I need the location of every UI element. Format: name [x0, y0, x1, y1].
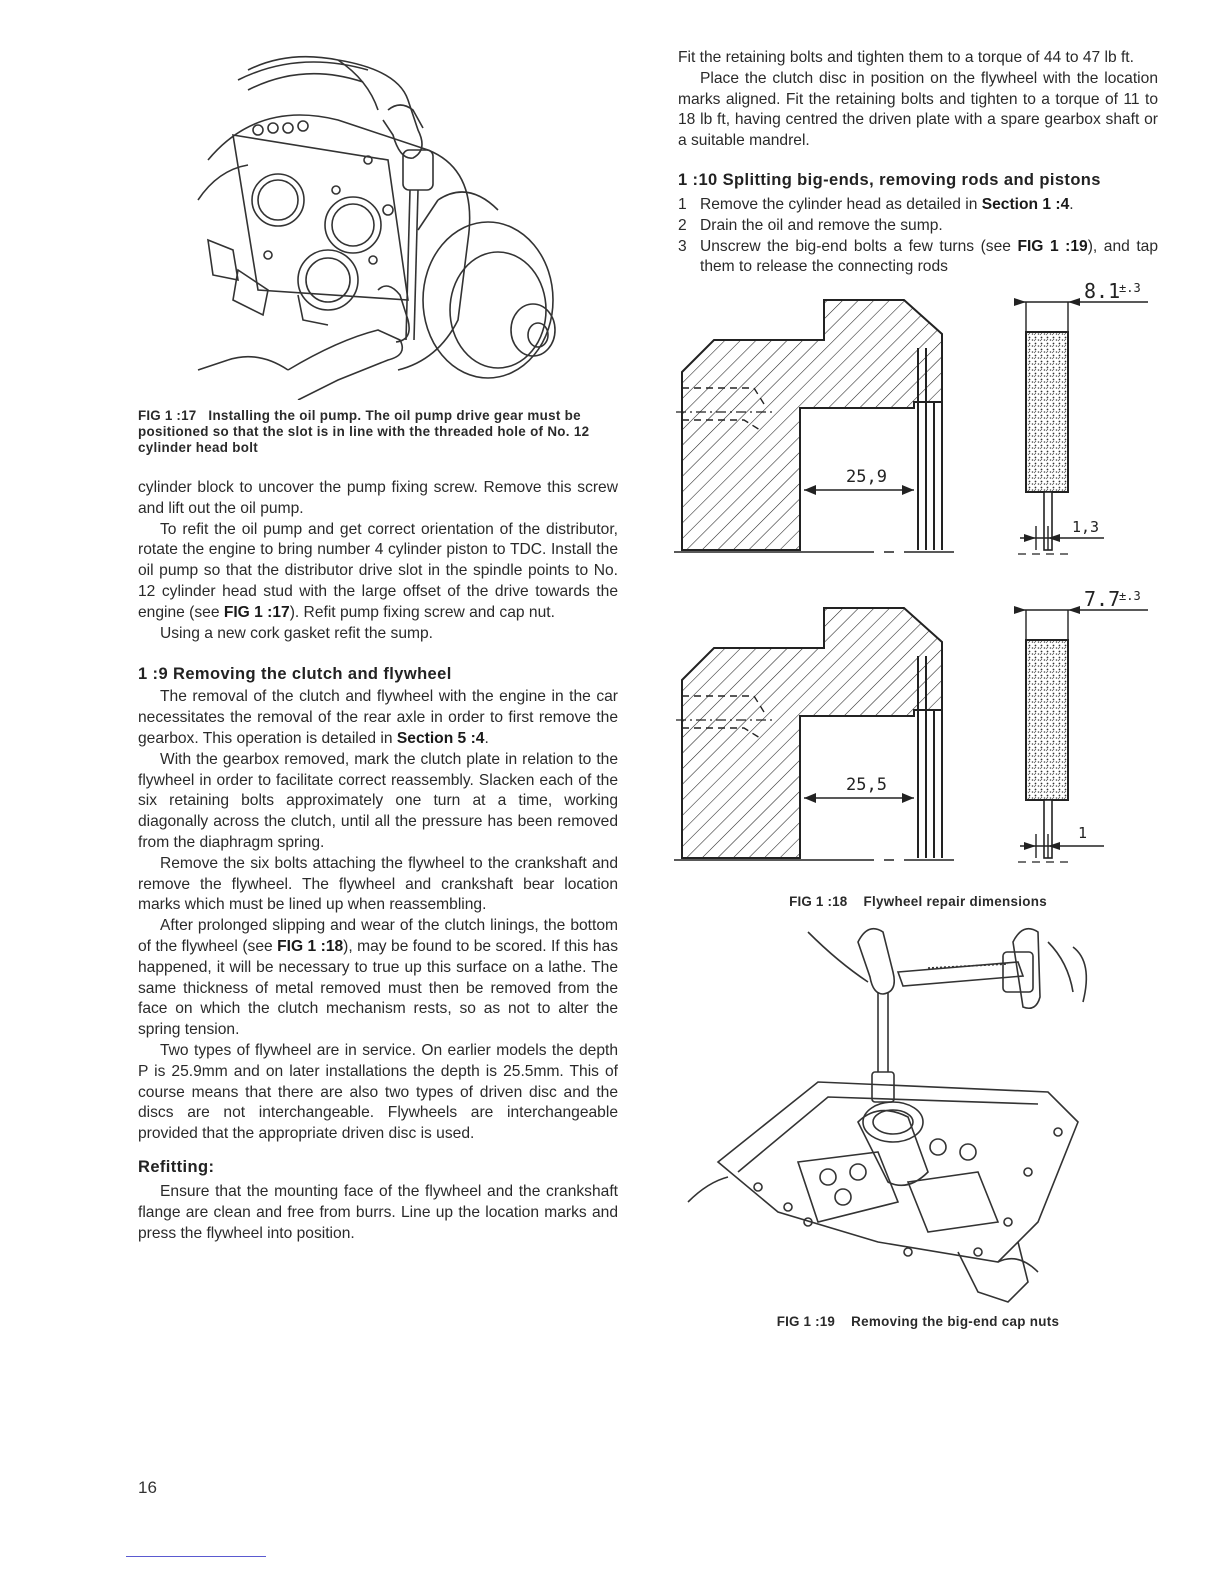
fig19-big-end-illustration	[678, 922, 1158, 1312]
left-paragraph-5: With the gearbox removed, mark the clutch plate in relation to the flywheel in order to facilitate correct reassembly. Slacken each of the six retaining bolts approximately one turn at a time, working diagonally across the clutch, until all the pressure has been removed from the diaphragm spring.	[138, 750, 618, 851]
left-paragraph-7: After prolonged slipping and wear of the clutch linings, the bottom of the flywheel (see FIG 1 :18), may be found to be scored. If this has happened, it will be necessary to true up this surface on a lathe. The same thickness of metal removed must then be removed from the face on which the clutch mechanism rests, so as not to alter the spring tension.	[138, 917, 618, 1039]
step-item-2: 2 Drain the oil and remove the sump.	[678, 216, 943, 234]
right-paragraph-2: Place the clutch disc in position on the flywheel with the location marks aligned. Fit the retaining bolts and tighten to a torque of 11 to 18 lb ft, having centred the driven plate with a spare gearbox shaft or a suitable mandrel.	[678, 69, 1158, 150]
fig19-reference: FIG 1 :19	[1017, 237, 1088, 255]
fig19-caption-text: Removing the big-end cap nuts	[851, 1314, 1060, 1330]
right-paragraph-1: Fit the retaining bolts and tighten them to a torque of 44 to 47 lb ft.	[678, 49, 1134, 66]
fig17-number: FIG 1 :17	[138, 408, 197, 423]
left-paragraph-8: Two types of flywheel are in service. On earlier models the depth P is 25.9mm and on later installations the depth is 25.5mm. This of course means that there are also two types of driven disc and the discs are not interchangeable. Flywheels are interchangeable provided that the appropriate driven disc is used.	[138, 1041, 618, 1143]
heading-1-9: 1 :9 Removing the clutch and flywheel	[138, 665, 452, 684]
left-paragraph-4: The removal of the clutch and flywheel with the engine in the car necessitates the removal of the rear axle in order to first remove the gearbox. This operation is detailed in Section 5 :4.	[138, 688, 618, 747]
heading-1-10: 1 :10 Splitting big-ends, removing rods and pistons	[678, 170, 1101, 189]
fig18-upper-tolerance-label: ±.3	[1119, 282, 1141, 296]
fig18-upper-depth-label: 25,9	[846, 467, 887, 488]
page-number: 16	[138, 1478, 157, 1497]
step-item-3: 3 Unscrew the big-end bolts a few turns (see FIG 1 :19), and tap them to release the connecting rods	[678, 237, 1158, 276]
fig17-oil-pump-illustration	[138, 40, 618, 400]
footer-rule	[126, 1556, 266, 1557]
step-list	[678, 195, 1158, 278]
fig18-lower-depth-label: 25,5	[846, 775, 887, 796]
fig18-flywheel-diagram	[674, 282, 1154, 892]
left-column	[138, 40, 618, 1244]
fig19-number: FIG 1 :19	[776, 1314, 836, 1330]
fig18-upper-thickness-label: 8.1	[1084, 282, 1121, 304]
left-paragraph-3: Using a new cork gasket refit the sump.	[160, 624, 434, 642]
section-1-4-reference: Section 1 :4	[981, 195, 1070, 213]
section-5-4-reference: Section 5 :4	[396, 729, 485, 747]
fig18-caption	[678, 894, 1158, 910]
fig18-lower-tolerance-label: ±.3	[1119, 589, 1141, 604]
fig18-caption-text: Flywheel repair dimensions	[863, 894, 1047, 910]
left-paragraph-9: Ensure that the mounting face of the flywheel and the crankshaft flange are clean and free from burrs. Line up the location marks and press the flywheel into position.	[138, 1182, 618, 1242]
right-column	[678, 48, 1158, 1330]
fig17-caption	[138, 408, 618, 456]
fig17-reference: FIG 1 :17	[223, 603, 290, 621]
left-paragraph-1: cylinder block to uncover the pump fixing screw. Remove this screw and lift out the oil pump.	[138, 479, 618, 517]
fig18-lower-offset-label: 1	[1078, 824, 1088, 843]
heading-refitting: Refitting:	[138, 1157, 215, 1176]
fig18-lower-section	[674, 587, 1148, 862]
left-paragraph-6: Remove the six bolts attaching the flywheel to the crankshaft and remove the flywheel. The flywheel and crankshaft bear location marks which must be lined up when reassembling.	[138, 854, 618, 914]
fig19-caption	[678, 1314, 1158, 1330]
fig18-number: FIG 1 :18	[789, 894, 848, 910]
fig18-reference: FIG 1 :18	[277, 937, 344, 955]
fig18-lower-thickness-label: 7.7	[1084, 587, 1121, 612]
left-paragraph-2: To refit the oil pump and get correct orientation of the distributor, rotate the engine to bring number 4 cylinder piston to TDC. Install the oil pump so that the distributor drive slot in the spindle points to No. 12 cylinder head stud with the large offset of the drive towards the engine (see FIG 1 :17). Refit pump fixing screw and cap nut.	[138, 520, 618, 621]
step-item-1: 1 Remove the cylinder head as detailed in Section 1 :4.	[678, 195, 1074, 213]
fig17-caption-text: Installing the oil pump. The oil pump drive gear must be positioned so that the slot is in line with the threaded hole of No. 12 cylinder head bolt	[138, 408, 590, 455]
fig18-upper-section	[674, 282, 1148, 554]
fig18-upper-offset-label: 1,3	[1072, 518, 1100, 537]
